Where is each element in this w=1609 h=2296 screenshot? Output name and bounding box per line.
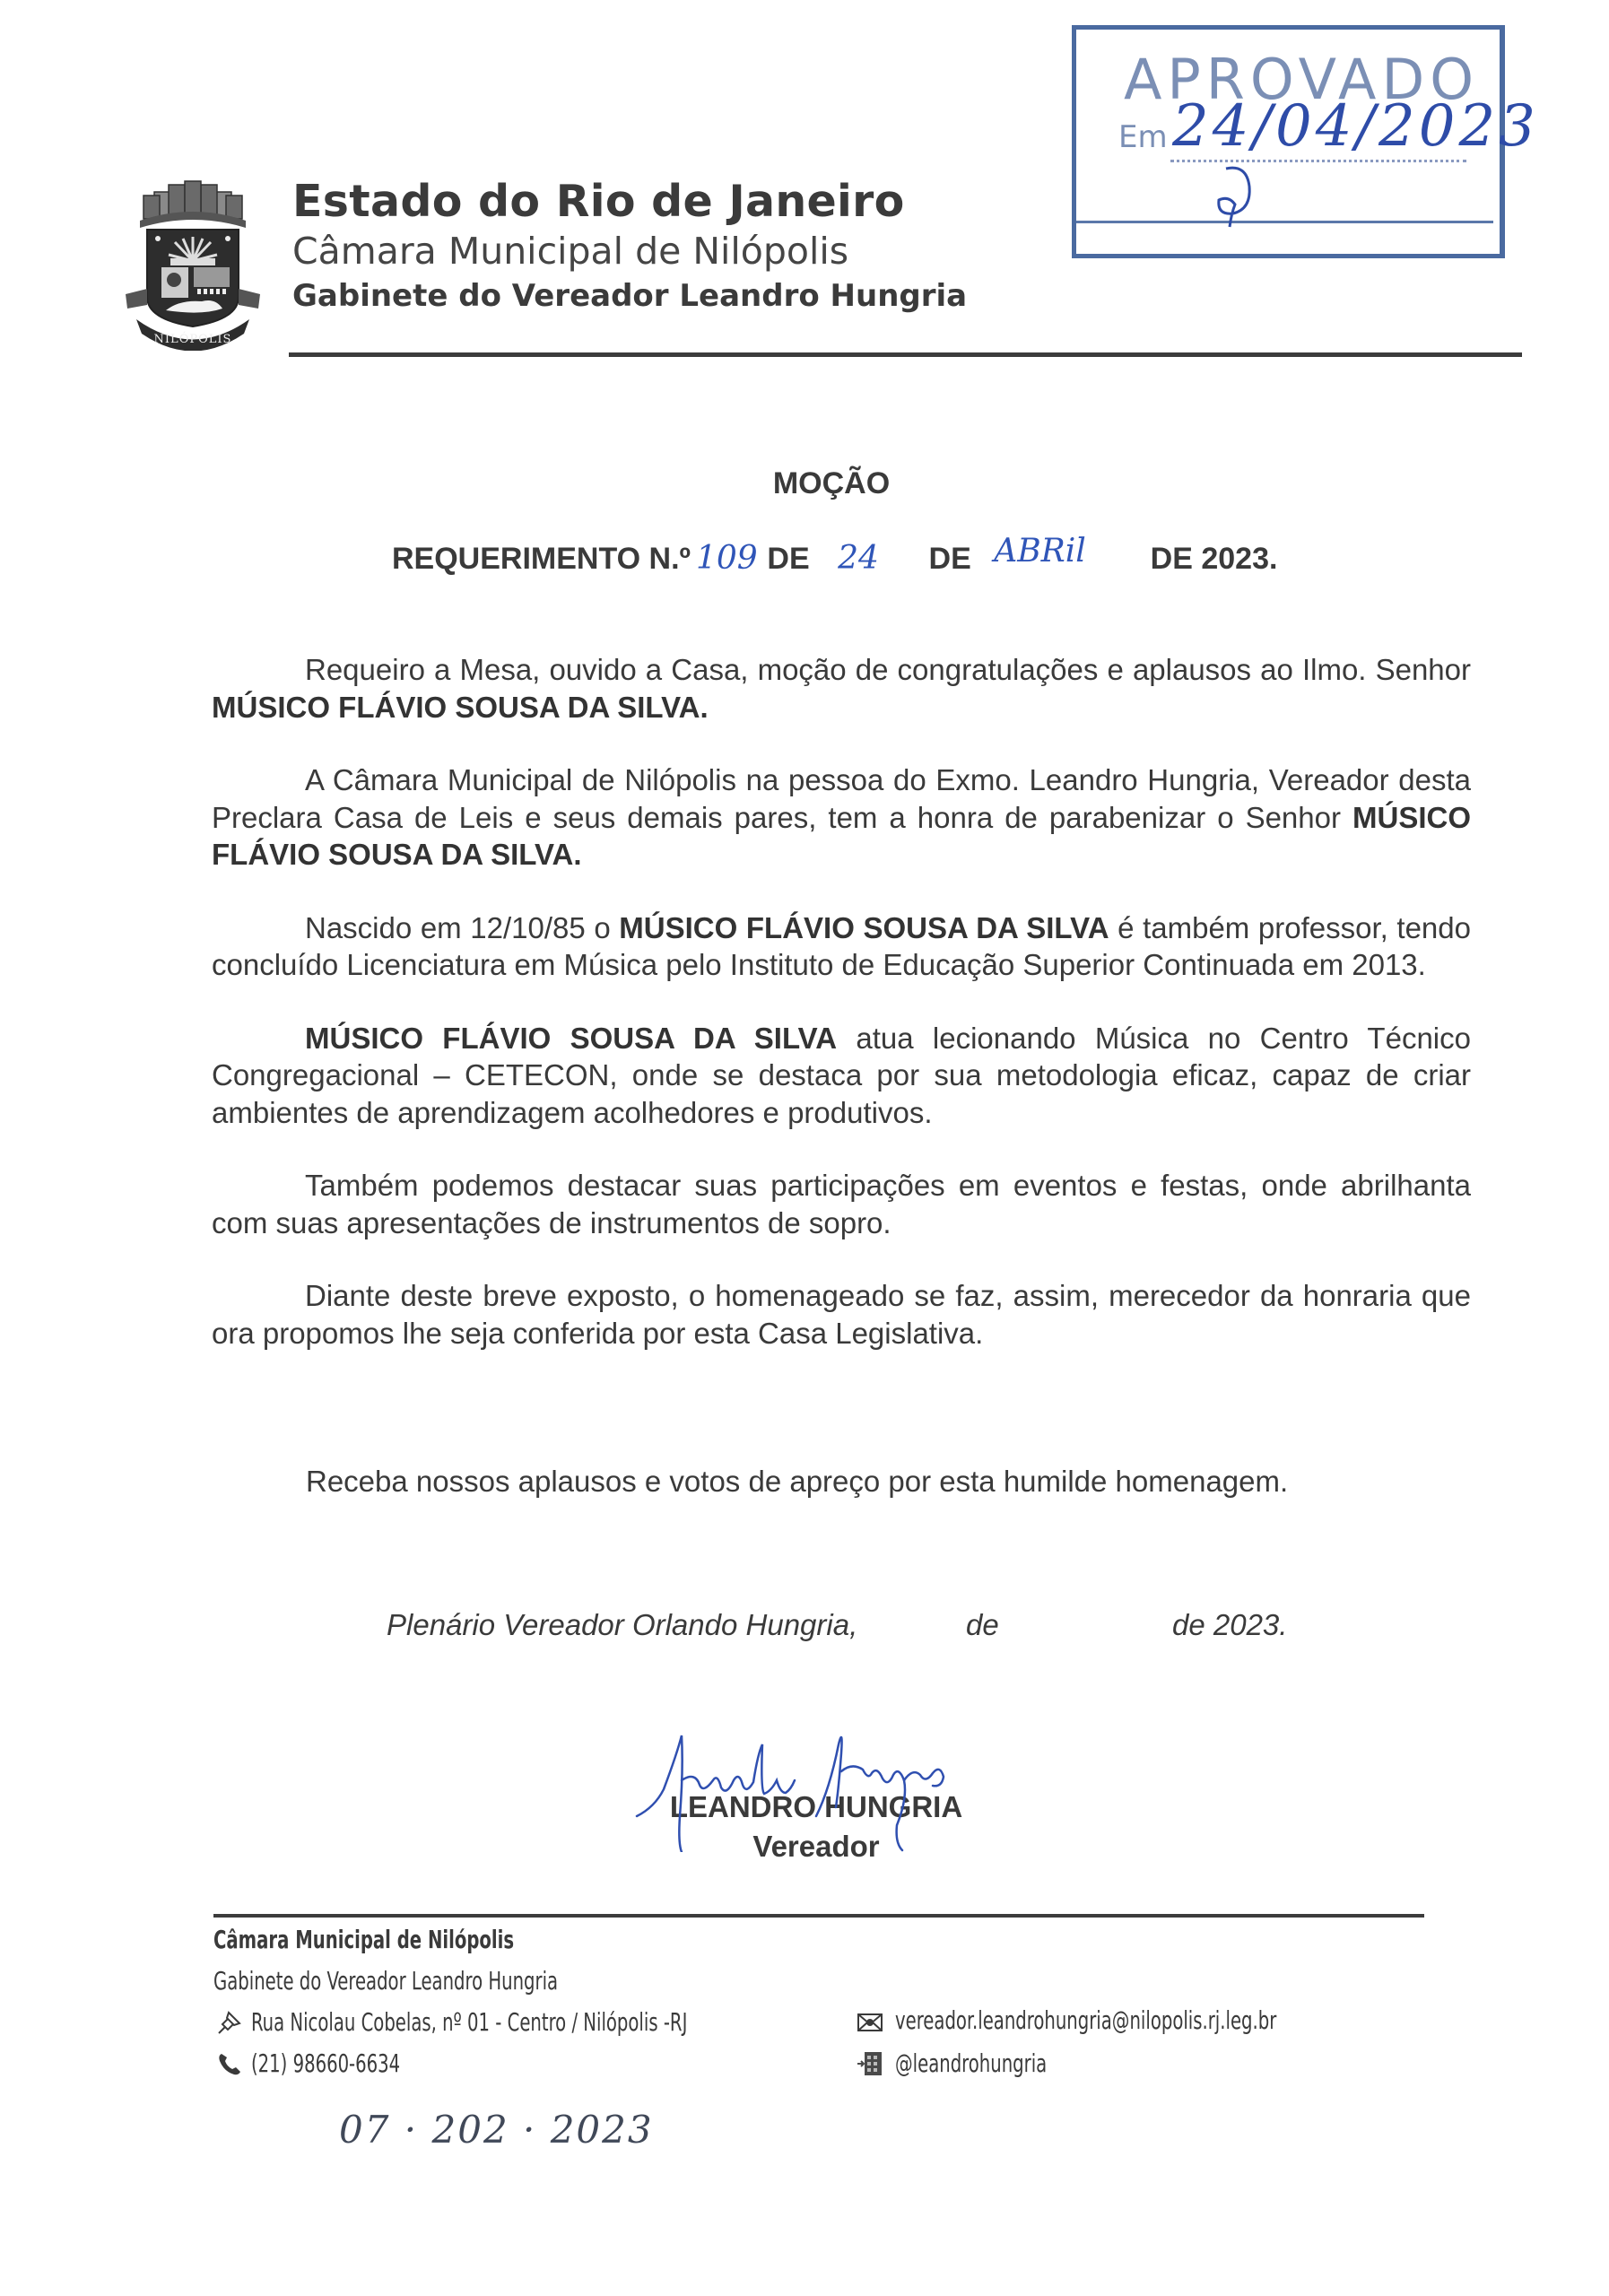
paragraph-text: Diante deste breve exposto, o homenageado se faz, assim, merecedor da honraria que ora propomos lhe seja conferida por esta Casa Legislativa.	[212, 1279, 1471, 1350]
envelope-icon	[857, 2009, 883, 2036]
body-paragraph	[212, 761, 1471, 874]
municipal-crest-logo	[117, 176, 269, 351]
place-line: Plenário Vereador Orlando Hungria,	[387, 1608, 858, 1641]
honoree-name-bold: MÚSICO FLÁVIO SOUSA DA SILVA	[619, 910, 1109, 944]
body-paragraph	[212, 1020, 1471, 1132]
stamp-handwritten-date: 24/04/2023	[1172, 93, 1539, 160]
chamber-name: Câmara Municipal de Nilópolis	[292, 230, 849, 273]
handwritten-signature	[628, 1718, 1005, 1852]
requerimento-prefix: REQUERIMENTO N.º	[392, 542, 691, 576]
paragraph-text: é também professor, tendo concluído Licenciatura em Música pelo Instituto de Educação Superior Continuada em 2013.	[212, 910, 1471, 981]
header-divider	[289, 352, 1522, 357]
requerimento-day: 24	[838, 540, 879, 577]
honoree-name-bold: MÚSICO FLÁVIO SOUSA DA SILVA	[305, 1021, 838, 1055]
requerimento-de-1: DE	[767, 542, 810, 576]
body-paragraph	[212, 909, 1471, 984]
state-title: Estado do Rio de Janeiro	[292, 176, 905, 227]
office-name: Gabinete do Vereador Leandro Hungria	[292, 278, 968, 314]
handwritten-protocol-number: 07 · 202 · 2023	[339, 2108, 654, 2152]
stamp-initials-mark	[1206, 160, 1260, 231]
requerimento-de-2: DE	[928, 542, 971, 576]
requerimento-line	[392, 533, 1278, 577]
place-line-de: de	[966, 1608, 999, 1641]
honoree-name-bold: MÚSICO FLÁVIO SOUSA DA SILVA.	[212, 690, 709, 724]
paragraph-text: Requeiro a Mesa, ouvido a Casa, moção de congratulações e aplausos ao Ilmo. Senhor	[305, 653, 1471, 686]
social-media-icon	[857, 2050, 883, 2077]
stamp-approved-label: APROVADO	[1124, 47, 1479, 112]
paragraph-text: Nascido em 12/10/85 o	[305, 910, 620, 944]
paragraph-text: A Câmara Municipal de Nilópolis na pessoa do Exmo. Leandro Hungria, Vereador desta Preclara Casa de Leis e seus demais pares, tem a honra de parabenizar o Senhor	[212, 763, 1471, 834]
place-line-year: de 2023.	[1172, 1608, 1288, 1641]
requerimento-suffix: DE 2023.	[1150, 542, 1278, 576]
body-paragraph	[212, 651, 1471, 726]
body-paragraph	[212, 1277, 1471, 1352]
document-body	[212, 651, 1471, 1387]
signatory-name: LEANDRO HUNGRIA	[669, 1790, 963, 1823]
approval-stamp	[1072, 25, 1539, 257]
closing-sentence: Receba nossos aplausos e votos de apreço por esta humilde homenagem.	[306, 1465, 1289, 1498]
footer-divider	[213, 1914, 1424, 1918]
stamp-inner-line	[1076, 221, 1493, 223]
honoree-name-bold: MÚSICO FLÁVIO SOUSA DA SILVA.	[212, 800, 1471, 871]
footer-office: Gabinete do Vereador Leandro Hungria	[213, 1966, 559, 1996]
requerimento-number: 109	[695, 540, 758, 577]
phone-icon	[216, 2050, 243, 2077]
footer-chamber: Câmara Municipal de Nilópolis	[213, 1925, 515, 1954]
signatory-role: Vereador	[752, 1830, 880, 1863]
requerimento-month: ABRil	[994, 533, 1086, 570]
pushpin-icon	[216, 2009, 243, 2036]
document-type-title: MOÇÃO	[772, 466, 891, 500]
footer-phone: (21) 98660-6634	[251, 2048, 401, 2078]
stamp-em-label: Em	[1118, 119, 1168, 155]
body-paragraph	[212, 1167, 1471, 1241]
paragraph-text: atua lecionando Música no Centro Técnico Congregacional – CETECON, onde se destaca por sua metodologia eficaz, capaz de criar ambientes de aprendizagem acolhedores e produtivos.	[212, 1021, 1471, 1129]
paragraph-text: Também podemos destacar suas participações em eventos e festas, onde abrilhanta com suas apresentações de instrumentos de sopro.	[212, 1169, 1471, 1239]
footer-address: Rua Nicolau Cobelas, nº 01 - Centro / Nilópolis -RJ	[251, 2007, 688, 2037]
svg-text:NILÓPOLIS: NILÓPOLIS	[153, 333, 232, 346]
footer-email[interactable]: vereador.leandrohungria@nilopolis.rj.leg.br	[895, 2005, 1277, 2035]
footer-social-handle[interactable]: @leandrohungria	[895, 2048, 1048, 2078]
